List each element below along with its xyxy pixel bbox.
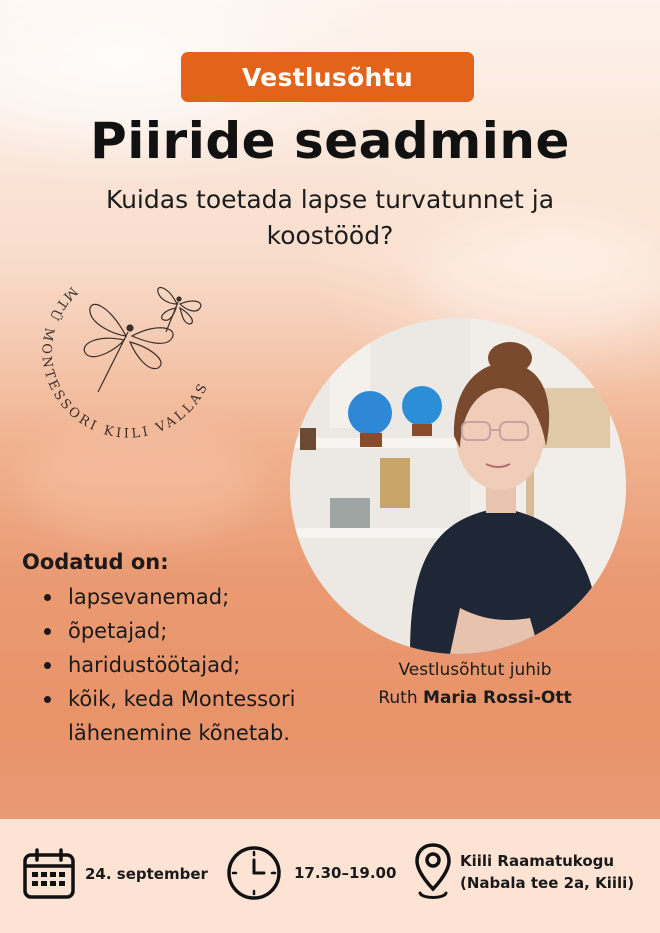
location-address: (Nabala tee 2a, Kiili) (460, 874, 635, 892)
event-time-text: 17.30–19.00 (294, 864, 397, 882)
organization-logo (38, 272, 238, 442)
host-last-name: Maria Rossi-Ott (423, 688, 572, 708)
audience-list (22, 580, 342, 750)
location-name: Kiili Raamatukogu (460, 852, 615, 870)
event-date-text: 24. september (85, 865, 208, 883)
audience-item: lapsevanemad; (22, 580, 342, 614)
audience-item: kõik, keda Montessori lähenemine kõnetab. (22, 682, 322, 750)
host-first-name: Ruth (378, 688, 424, 708)
clock-icon (226, 845, 282, 901)
event-type-label: Vestlusõhtu (241, 62, 414, 92)
event-details-footer (0, 819, 660, 933)
location-pin-icon (414, 841, 452, 903)
audience-heading: Oodatud on: (22, 550, 169, 574)
svg-text:MTÜ MONTESSORI KIILI VALLAS (38, 283, 212, 441)
event-type-badge (181, 52, 474, 102)
host-caption (340, 656, 610, 712)
audience-item: haridustöötajad; (22, 648, 342, 682)
event-location-text (460, 850, 634, 894)
audience-section (22, 550, 342, 750)
audience-item: õpetajad; (22, 614, 342, 648)
event-date (22, 847, 208, 901)
logo-arc-text: MTÜ MONTESSORI KIILI VALLAS (38, 283, 212, 442)
page-title: Piiride seadmine (90, 112, 570, 170)
host-caption-line: Vestlusõhtut juhib (398, 660, 552, 680)
event-time (226, 845, 396, 901)
host-name (340, 684, 610, 712)
calendar-icon (22, 847, 76, 901)
event-location (414, 841, 634, 903)
dragonfly-icon (84, 288, 201, 392)
page-subtitle: Kuidas toetada lapse turvatunnet ja koostööd? (105, 185, 555, 250)
